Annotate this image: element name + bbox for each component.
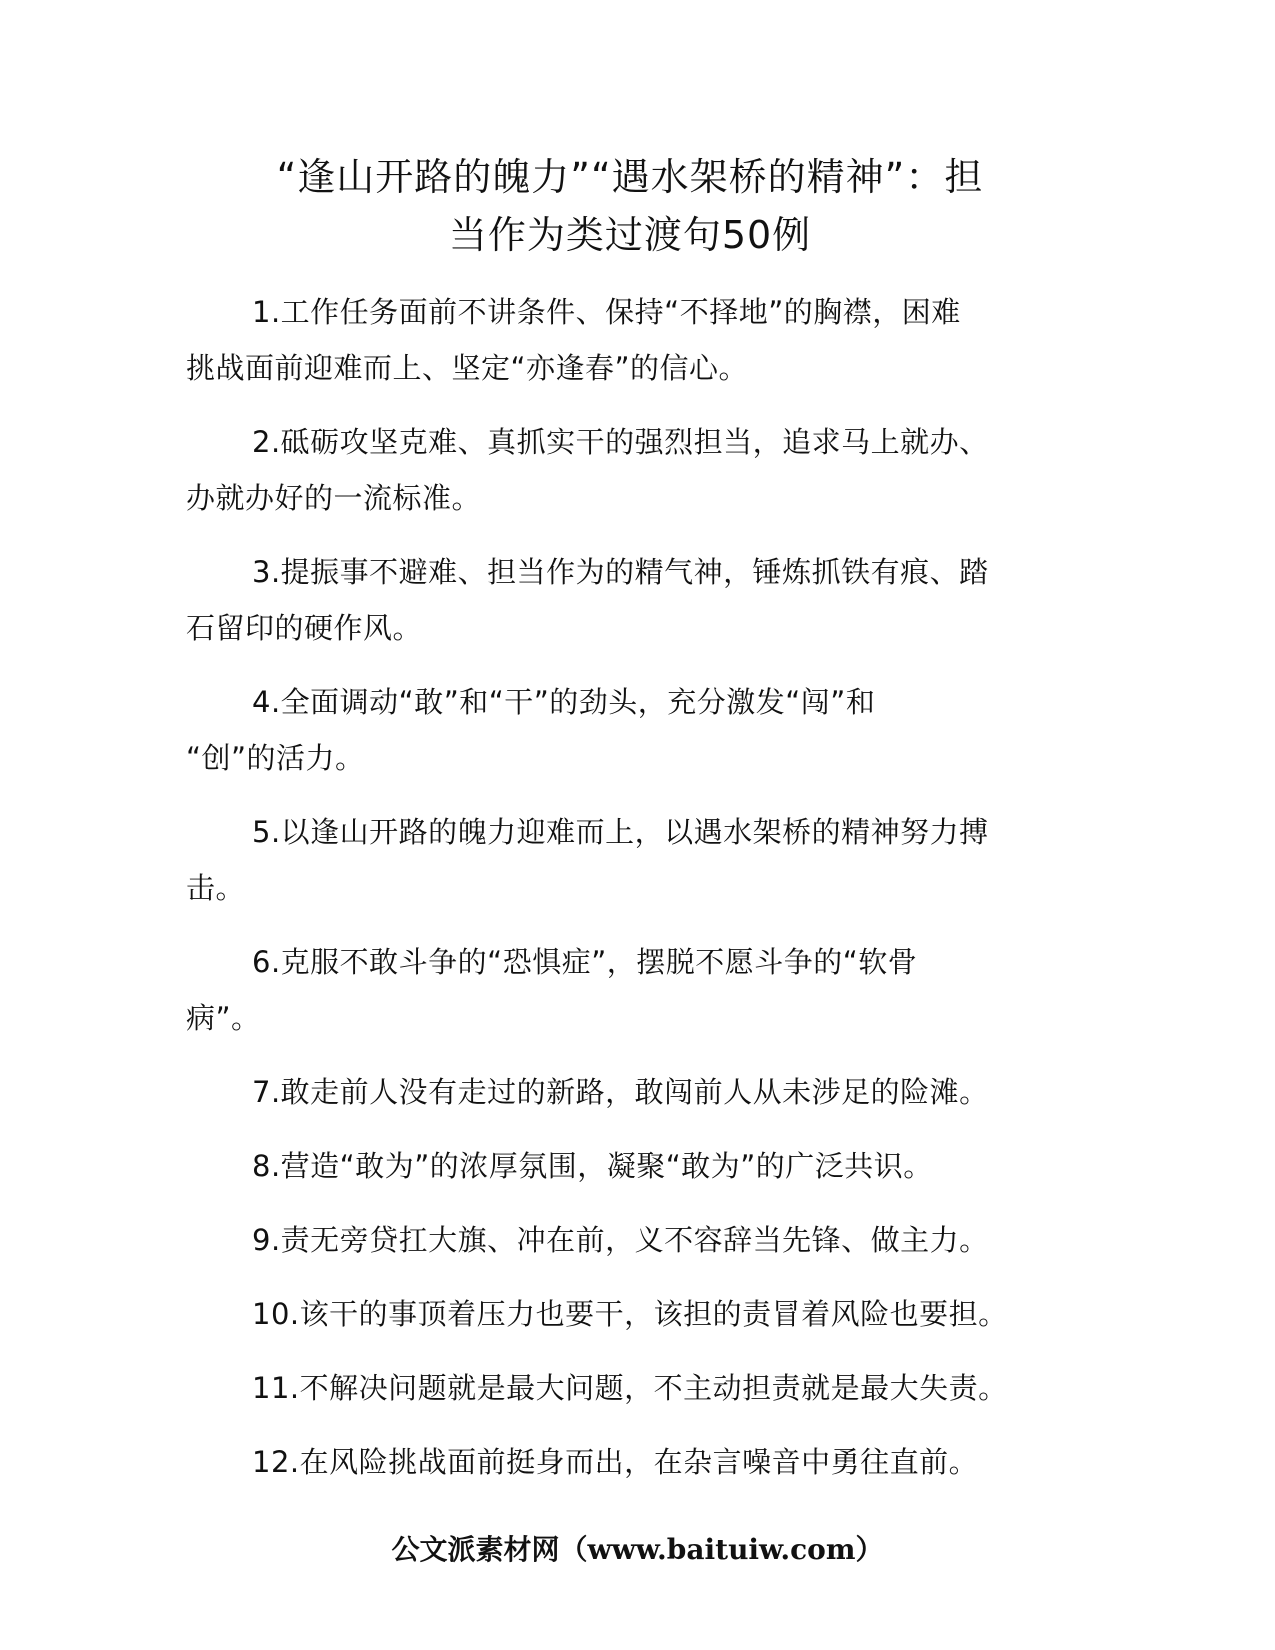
- paragraph-5-line-2: 击。: [186, 871, 246, 905]
- paragraph-6-line-1: 6.克服不敢斗争的“恐惧症”，摆脱不愿斗争的“软骨: [252, 945, 918, 979]
- paragraph-9: [186, 1212, 1081, 1268]
- paragraph-2-line-2: 办就办好的一流标准。: [186, 481, 482, 515]
- title-line-1: “逢山开路的魄力”“遇水架桥的精神”：担: [276, 155, 984, 199]
- paragraph-7: [186, 1064, 1081, 1120]
- paragraph-8-line-1: 8.营造“敢为”的浓厚氛围，凝聚“敢为”的广泛共识。: [252, 1149, 933, 1183]
- paragraph-6: [186, 934, 1081, 1046]
- title-line-2: 当作为类过渡句50例: [448, 213, 812, 257]
- paragraph-10: [186, 1286, 1081, 1342]
- paragraph-5: [186, 804, 1081, 916]
- paragraph-7-line-1: 7.敢走前人没有走过的新路，敢闯前人从未涉足的险滩。: [252, 1075, 989, 1109]
- paragraph-4: [186, 674, 1081, 786]
- paragraph-6-line-2: 病”。: [186, 1001, 261, 1035]
- paragraph-1: [186, 284, 1081, 396]
- paragraph-4-line-1: 4.全面调动“敢”和“干”的劲头，充分激发“闯”和: [252, 685, 876, 719]
- paragraph-3-line-1: 3.提振事不避难、担当作为的精气神，锤炼抓铁有痕、踏: [252, 555, 989, 589]
- paragraph-2: [186, 414, 1081, 526]
- paragraph-3-line-2: 石留印的硬作风。: [186, 611, 423, 645]
- paragraph-5-line-1: 5.以逢山开路的魄力迎难而上，以遇水架桥的精神努力搏: [252, 815, 989, 849]
- footer-watermark: 公文派素材网（www.baituiw.com）: [391, 1533, 884, 1566]
- paragraph-2-line-1: 2.砥砺攻坚克难、真抓实干的强烈担当，追求马上就办、: [252, 425, 989, 459]
- paragraph-1-line-2: 挑战面前迎难而上、坚定“亦逢春”的信心。: [186, 351, 749, 385]
- paragraph-list: [186, 284, 1081, 1508]
- paragraph-12: [186, 1434, 1081, 1490]
- paragraph-11: [186, 1360, 1081, 1416]
- paragraph-4-line-2: “创”的活力。: [186, 741, 365, 775]
- paragraph-11-line-1: 11.不解决问题就是最大问题，不主动担责就是最大失责。: [252, 1371, 1008, 1405]
- paragraph-1-line-1: 1.工作任务面前不讲条件、保持“不择地”的胸襟，困难: [252, 295, 961, 329]
- paragraph-12-line-1: 12.在风险挑战面前挺身而出，在杂言噪音中勇往直前。: [252, 1445, 979, 1479]
- paragraph-3: [186, 544, 1081, 656]
- paragraph-9-line-1: 9.责无旁贷扛大旗、冲在前，义不容辞当先锋、做主力。: [252, 1223, 989, 1257]
- paragraph-8: [186, 1138, 1081, 1194]
- paragraph-10-line-1: 10.该干的事顶着压力也要干，该担的责冒着风险也要担。: [252, 1297, 1008, 1331]
- document-title: [180, 148, 1080, 264]
